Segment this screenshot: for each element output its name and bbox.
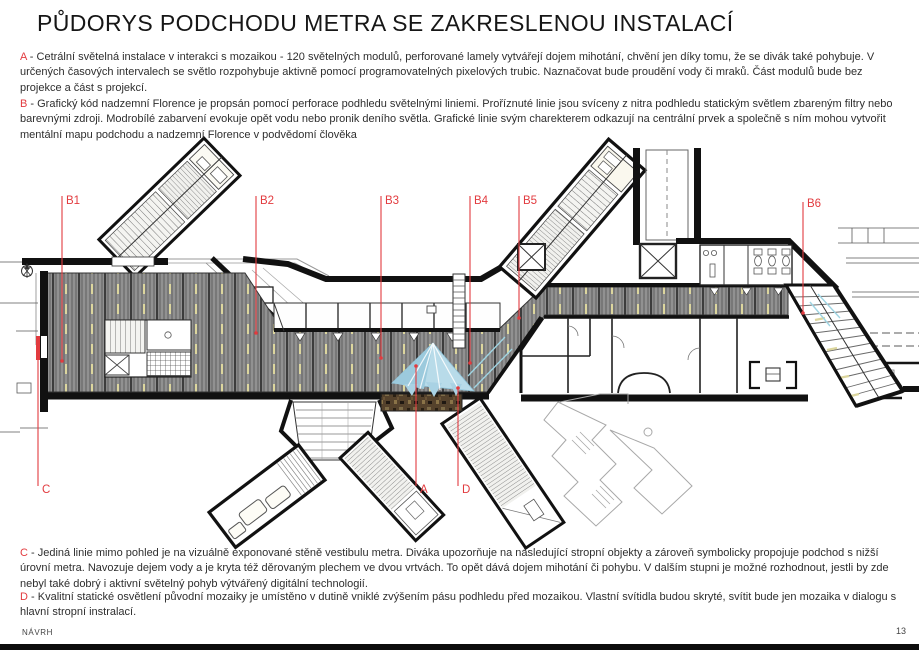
paragraph-b-letter: B: [20, 98, 28, 110]
marker-b2: B2: [260, 195, 275, 207]
stairs-bottom-right: [340, 432, 444, 540]
paragraph-d-letter: D: [20, 591, 28, 603]
escalator-bottom-left: [209, 445, 325, 548]
page-title: PŮDORYS PODCHODU METRA SE ZAKRESLENOU INSTALACÍ: [37, 10, 734, 36]
ladder-strip: [453, 274, 465, 348]
bottom-bar: [0, 644, 919, 650]
marker-b4: B4: [474, 195, 489, 207]
paragraph-a: [20, 50, 906, 96]
marker-c: C: [42, 484, 51, 496]
marker-b1: B1: [66, 195, 81, 207]
paragraph-c-letter: C: [20, 547, 28, 559]
marker-b5: B5: [523, 195, 538, 207]
corridor-stair-inset: [105, 320, 191, 377]
paragraph-b: [20, 97, 906, 143]
marker-b3: B3: [385, 195, 400, 207]
rooms-below-corridor: [521, 318, 808, 398]
lower-level-outline: [544, 394, 692, 526]
page-number: 13: [895, 626, 906, 636]
paragraph-a-letter: A: [20, 51, 27, 63]
north-arrow-icon: [22, 263, 33, 278]
escalator-top-center: [500, 139, 646, 298]
mosaic-band: [381, 394, 462, 411]
marker-b6: B6: [807, 198, 822, 210]
paragraph-b-text: - Grafický kód nadzemní Florence je propsán pomocí perforace podhledu světelnými liniemi. Proříznuté linie jsou svíceny z nitra podhledu statickým světlem zbareným filtry nebo barevnými zdroji. Modrobílé zabarvení evokuje opět vodu nebo pronik deního světla. Grafické linie svým charekterem odkazují na centrální prvek a společně s ním mohou vytvořit mentální mapu podchodu a nadzemní Florence v podvědomí člověka: [20, 98, 893, 141]
escalator-top-left: [99, 138, 240, 277]
stairs-mid-right: [442, 398, 564, 548]
toilet-icons: [754, 249, 790, 274]
marker-d: D: [462, 484, 471, 496]
escalator-landing-box: [518, 244, 545, 270]
paragraph-d: [20, 590, 906, 621]
paragraph-d-text: - Kvalitní statické osvětlení původní mozaiky je umístěno v dutině vniklé zvýšením pásu podhledu před mozaikou. Vlastní svítidla budou skryté, svítit bude jen mozaika v dialogu s hlavní stropní instralací.: [20, 591, 897, 619]
marker-a: A: [420, 484, 428, 496]
footer-label: NÁVRH: [22, 628, 54, 637]
paragraph-c-text: - Jediná linie mimo pohled je na vizuálně exponované stěně vestibulu metra. Diváka upozorňuje na následující stropní objekty a zároveň symbolicky propojuje podchod s nižší úrovní metra. Navozuje dejem vody a je kryta též děrovaným plechem ve dvou vrtvách. To opět dává dojem mihotání či pohybu. V dalším stupni je možné rozhodnout, jestli by zde nebyl také dobrý i aktivní světelný pohyb výtvářený digitální technologií.: [20, 547, 889, 590]
paragraph-a-text: - Cetrální světelná instalace v interakci s mozaikou - 120 světelných modulů, perforované lamely vytvářejí dojem mihotání, chvění jen díky tomu, že se divák také pohybuje. V určených časových intervalech se světlo rozpohybuje aktivně pomocí programovatelných pixelových trubic. Naznačovat bude proudění vody či mraků. Část modulů bude bez projekce a část s projekcí.: [20, 51, 875, 94]
paragraph-c: [20, 546, 906, 592]
